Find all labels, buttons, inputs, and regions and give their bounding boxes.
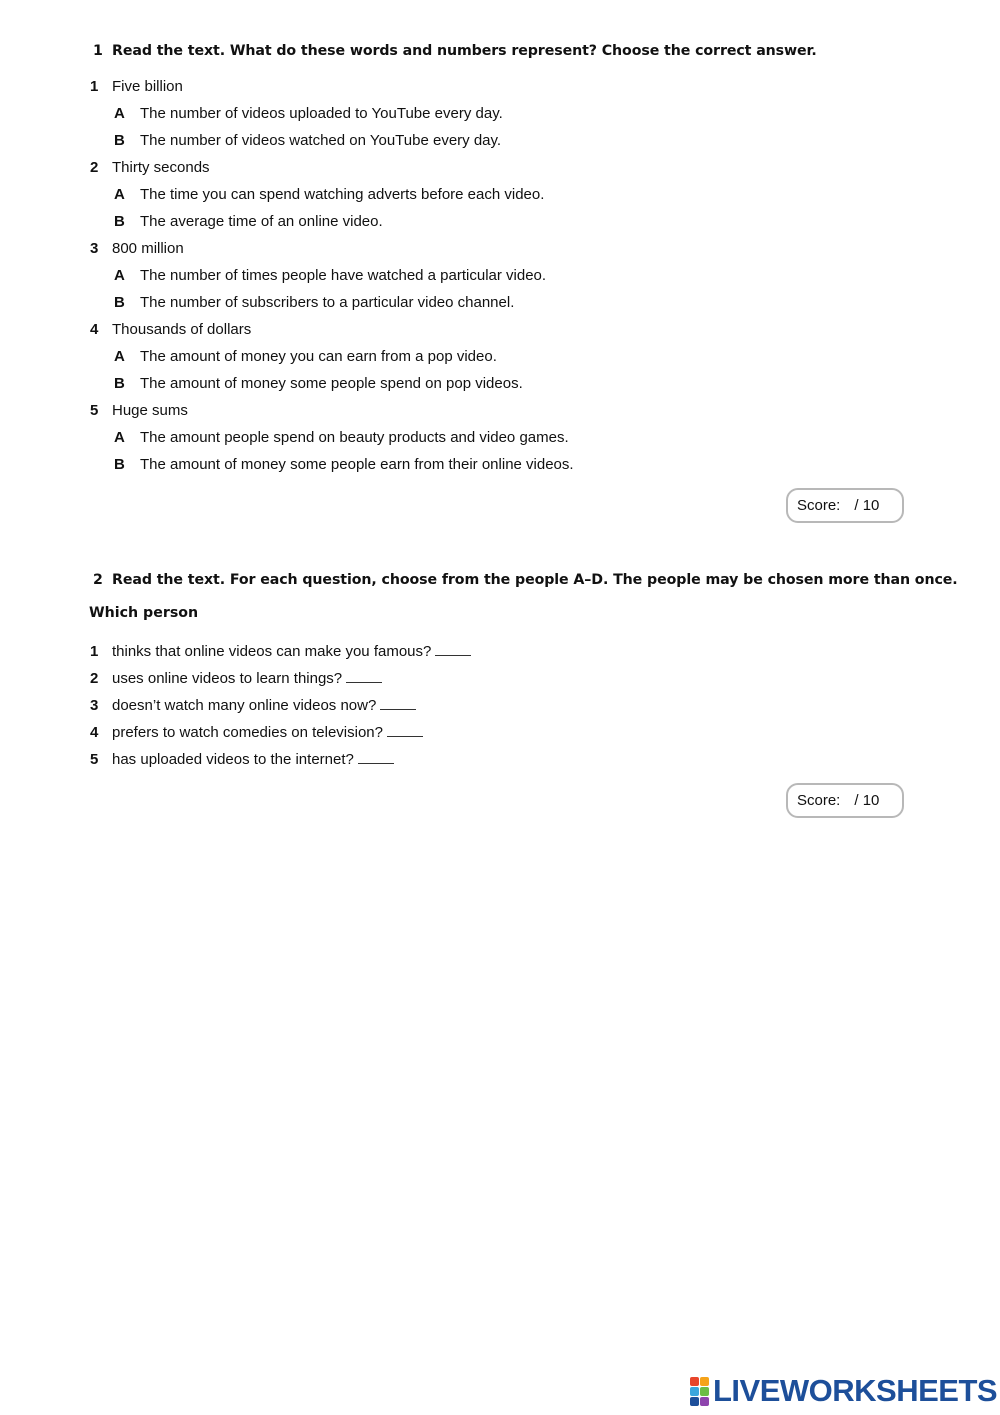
which-person-subheading: Which person [89, 605, 199, 621]
section-number: 2 [93, 572, 103, 588]
score-box-2 [786, 783, 904, 818]
option-2b[interactable]: B The average time of an online video. [114, 213, 383, 230]
person-question-4: 4 prefers to watch comedies on television? [90, 724, 423, 741]
person-question-1: 1 thinks that online videos can make you famous? [90, 643, 471, 660]
option-1a[interactable]: A The number of videos uploaded to YouTube every day. [114, 105, 503, 122]
section-2-heading [93, 572, 958, 588]
section-1-heading [93, 43, 817, 59]
person-question-2: 2 uses online videos to learn things? [90, 670, 382, 687]
person-question-3: 3 doesn’t watch many online videos now? [90, 697, 416, 714]
liveworksheets-logo[interactable] [690, 1375, 997, 1407]
answer-blank[interactable] [346, 670, 382, 683]
option-4a[interactable]: A The amount of money you can earn from a pop video. [114, 348, 497, 365]
person-question-5: 5 has uploaded videos to the internet? [90, 751, 394, 768]
option-3b[interactable]: B The number of subscribers to a particular video channel. [114, 294, 515, 311]
question-2: 2 Thirty seconds [90, 159, 210, 176]
option-2a[interactable]: A The time you can spend watching adverts before each video. [114, 186, 545, 203]
option-1b[interactable]: B The number of videos watched on YouTube every day. [114, 132, 502, 149]
section-instruction: Read the text. What do these words and numbers represent? Choose the correct answer. [112, 43, 817, 59]
logo-text: LIVEWORKSHEETS [713, 1373, 998, 1408]
score-total: / 10 [854, 792, 880, 809]
logo-mark-icon [690, 1377, 709, 1406]
question-3: 3 800 million [90, 240, 184, 257]
score-label: Score: [797, 792, 841, 809]
section-number: 1 [93, 43, 103, 59]
question-4: 4 Thousands of dollars [90, 321, 252, 338]
option-5a[interactable]: A The amount people spend on beauty products and video games. [114, 429, 569, 446]
answer-blank[interactable] [435, 643, 471, 656]
score-label: Score: [797, 497, 841, 514]
score-box-1 [786, 488, 904, 523]
option-3a[interactable]: A The number of times people have watched a particular video. [114, 267, 547, 284]
score-total: / 10 [854, 497, 880, 514]
question-1: 1 Five billion [90, 78, 183, 95]
answer-blank[interactable] [358, 751, 394, 764]
question-5: 5 Huge sums [90, 402, 188, 419]
answer-blank[interactable] [387, 724, 423, 737]
option-5b[interactable]: B The amount of money some people earn from their online videos. [114, 456, 574, 473]
option-4b[interactable]: B The amount of money some people spend on pop videos. [114, 375, 523, 392]
section-instruction: Read the text. For each question, choose from the people A–D. The people may be chosen more than once. [112, 572, 958, 588]
answer-blank[interactable] [380, 697, 416, 710]
